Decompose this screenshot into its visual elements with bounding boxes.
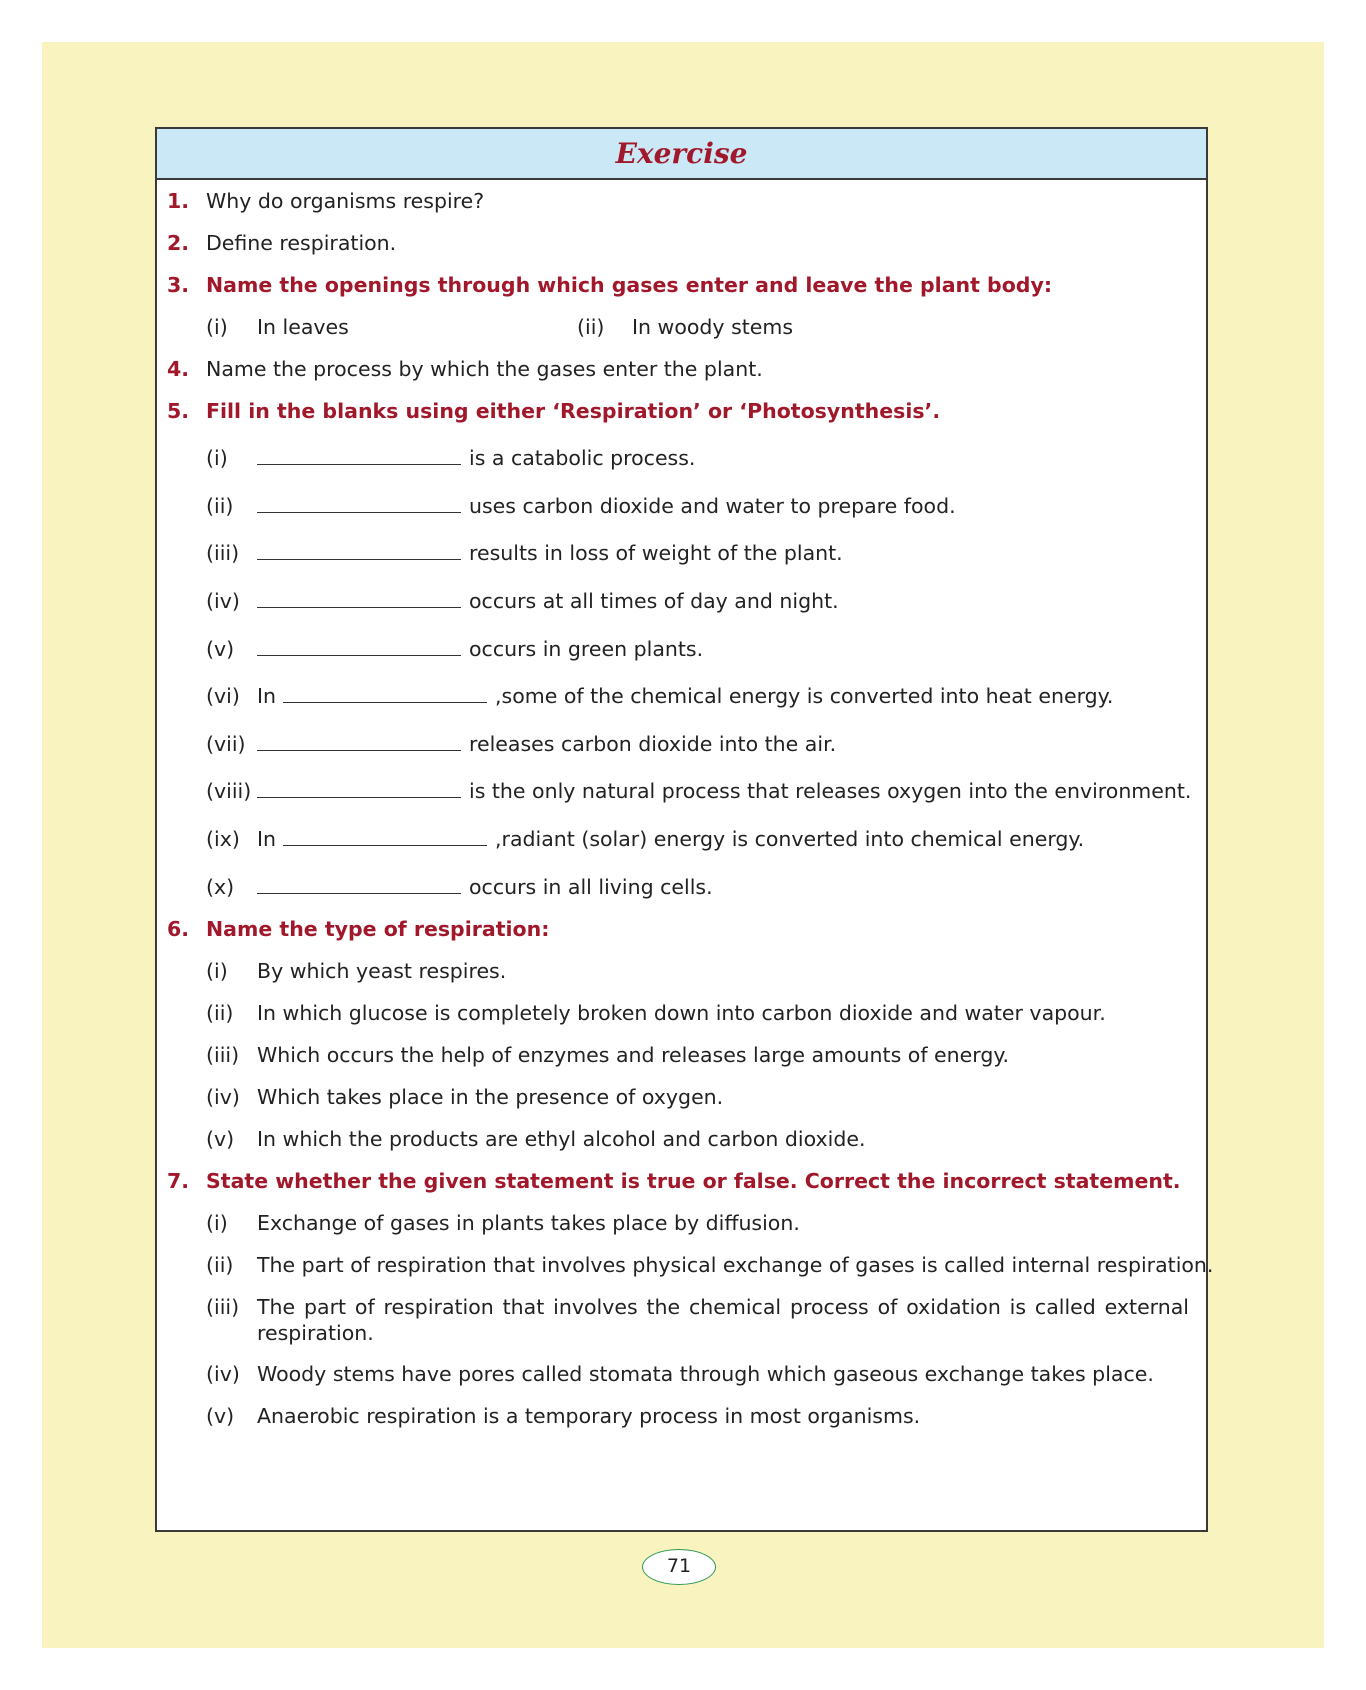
- item-roman: (i): [206, 315, 228, 339]
- item-roman: (v): [206, 1404, 235, 1428]
- item-roman: (ii): [577, 315, 605, 339]
- item-text: ,some of the chemical energy is converted into heat energy.: [495, 684, 1114, 708]
- item-roman: (v): [206, 637, 235, 661]
- question-text: Name the openings through which gases enter and leave the plant body:: [206, 273, 1053, 297]
- item-text: The part of respiration that involves physical exchange of gases is called internal respiration.: [257, 1253, 1214, 1277]
- page-number: 71: [642, 1549, 716, 1585]
- item-text: Woody stems have pores called stomata through which gaseous exchange takes place.: [257, 1362, 1154, 1386]
- item-text: The part of respiration that involves the chemical process of oxidation is called external respiration.: [257, 1295, 1189, 1345]
- question-text: Define respiration.: [206, 231, 397, 255]
- question-text: Name the type of respiration:: [206, 917, 550, 941]
- item-roman: (i): [206, 446, 228, 470]
- item-roman: (x): [206, 875, 235, 899]
- answer-blank[interactable]: [257, 636, 461, 656]
- item-text: results in loss of weight of the plant.: [469, 541, 843, 565]
- question-number: 7.: [167, 1169, 190, 1193]
- exercise-header: [157, 129, 1206, 180]
- question-number: 2.: [167, 231, 190, 255]
- exercise-box: [155, 127, 1214, 1532]
- item-text: Which takes place in the presence of oxygen.: [257, 1085, 724, 1109]
- item-roman: (ii): [206, 1253, 234, 1277]
- item-roman: (ii): [206, 1001, 234, 1025]
- item-text: occurs at all times of day and night.: [469, 589, 839, 613]
- answer-blank[interactable]: [257, 493, 461, 513]
- item-roman: (i): [206, 959, 228, 983]
- item-roman: (iv): [206, 1085, 240, 1109]
- item-text: occurs in green plants.: [469, 637, 704, 661]
- item-roman: (i): [206, 1211, 228, 1235]
- answer-blank[interactable]: [257, 445, 461, 465]
- question-text: Name the process by which the gases enter the plant.: [206, 357, 763, 381]
- item-text: ,radiant (solar) energy is converted into chemical energy.: [495, 827, 1085, 851]
- answer-blank[interactable]: [257, 731, 461, 751]
- item-roman: (iv): [206, 589, 240, 613]
- answer-blank[interactable]: [257, 588, 461, 608]
- answer-blank[interactable]: [257, 540, 461, 560]
- answer-blank[interactable]: [257, 778, 461, 798]
- item-text: Which occurs the help of enzymes and releases large amounts of energy.: [257, 1043, 1010, 1067]
- question-text: Fill in the blanks using either ‘Respiration’ or ‘Photosynthesis’.: [206, 399, 941, 423]
- item-text: Anaerobic respiration is a temporary process in most organisms.: [257, 1404, 921, 1428]
- item-roman: (iii): [206, 1295, 240, 1319]
- question-text: State whether the given statement is true or false. Correct the incorrect statement.: [206, 1169, 1181, 1193]
- item-text: occurs in all living cells.: [469, 875, 713, 899]
- item-text: In woody stems: [632, 315, 794, 339]
- item-roman: (vi): [206, 684, 240, 708]
- item-roman: (v): [206, 1127, 235, 1151]
- answer-blank[interactable]: [283, 683, 487, 703]
- answer-blank[interactable]: [257, 874, 461, 894]
- item-roman: (iii): [206, 541, 240, 565]
- item-text: In which glucose is completely broken down into carbon dioxide and water vapour.: [257, 1001, 1106, 1025]
- item-prefix: In: [257, 827, 277, 851]
- question-number: 1.: [167, 189, 190, 213]
- item-roman: (iii): [206, 1043, 240, 1067]
- exercise-title: Exercise: [615, 137, 748, 170]
- item-roman: (iv): [206, 1362, 240, 1386]
- item-text: By which yeast respires.: [257, 959, 507, 983]
- item-prefix: In: [257, 684, 277, 708]
- question-number: 5.: [167, 399, 190, 423]
- item-text: In which the products are ethyl alcohol and carbon dioxide.: [257, 1127, 866, 1151]
- item-text: uses carbon dioxide and water to prepare food.: [469, 494, 956, 518]
- item-text: Exchange of gases in plants takes place by diffusion.: [257, 1211, 800, 1235]
- question-number: 3.: [167, 273, 190, 297]
- answer-blank[interactable]: [283, 826, 487, 846]
- item-text: is a catabolic process.: [469, 446, 696, 470]
- item-roman: (viii): [206, 779, 252, 803]
- question-number: 4.: [167, 357, 190, 381]
- item-roman: (ii): [206, 494, 234, 518]
- item-text: is the only natural process that releases oxygen into the environment.: [469, 779, 1192, 803]
- item-text: In leaves: [257, 315, 349, 339]
- item-roman: (vii): [206, 732, 246, 756]
- question-number: 6.: [167, 917, 190, 941]
- question-text: Why do organisms respire?: [206, 189, 485, 213]
- item-text: releases carbon dioxide into the air.: [469, 732, 837, 756]
- item-roman: (ix): [206, 827, 240, 851]
